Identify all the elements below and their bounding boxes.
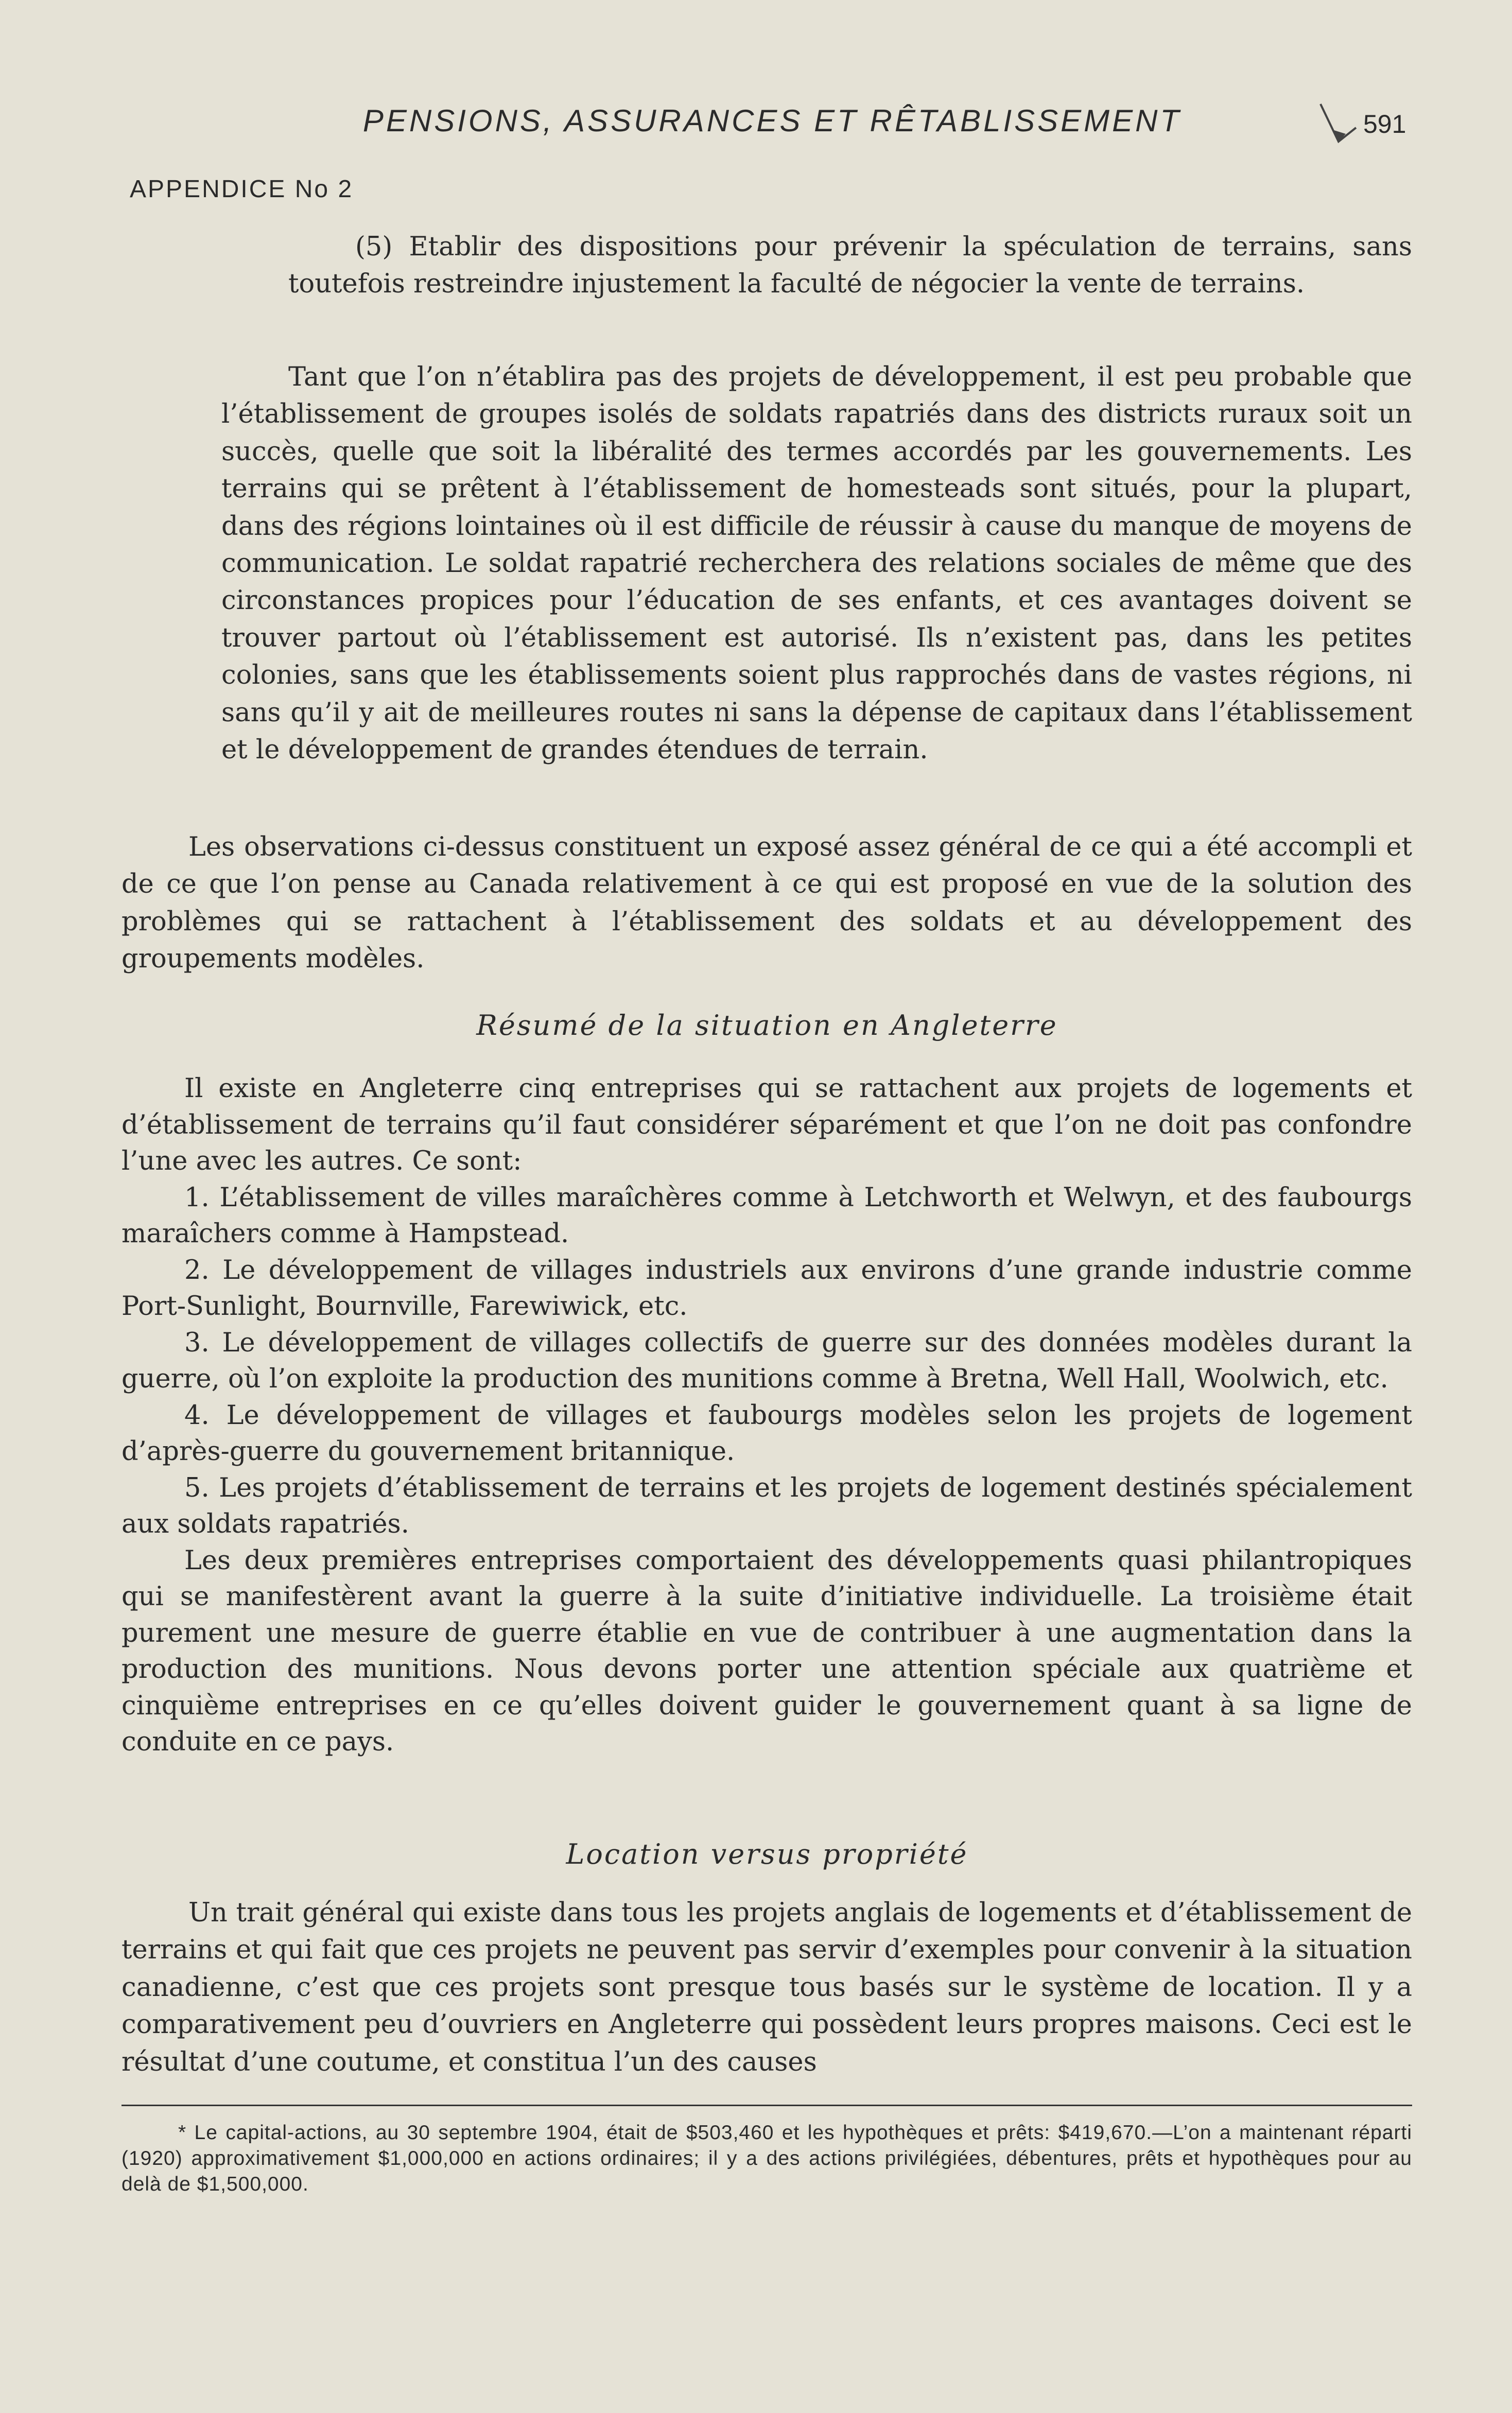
paragraph-development-projects: Tant que l’on n’établira pas des projets de développement, il est peu probable que l’établissement de groupes isolés de soldats rapatriés dans des districts ruraux soit un succès, quelle que soit la libéralité des termes accordés par les gouvernements. Les terrains qui se prêtent à l’établissement de homesteads sont situés, pour la plupart, dans des régions lointaines où il est difficile de réussir à cause du manque de moyens de communication. Le soldat rapatrié recherchera des relations sociales de même que des circonstances propices pour l’éducation de ses enfants, et ces avantages doivent se trouver partout où l’établissement est autorisé. Ils n’existent pas, dans les petites colonies, sans que les établissements soient plus rapprochés dans de vastes régions, ni sans qu’il y ait de meilleures routes ni sans la dépense de capitaux dans l’établissement et le développement de grandes étendues de terrain. [221,362,1412,766]
section-heading-location: Location versus propriété [566,1838,968,1870]
list-item: 1. L’établissement de villes maraîchères comme à Letchworth et Welwyn, et des faubourgs maraîchers comme à Hampstead. [121,1182,1412,1249]
check-mark-icon [1318,98,1359,154]
footnote: * Le capital-actions, au 30 septembre 1904, était de $503,460 et les hypothèques et prêts: $419,670.—L’on a maintenant réparti (1920) approximativement $1,000,000 en actions ordinaires; il y a des actions privilégiées, débentures, prêts et hypothèques pour au delà de $1,500,000. [121,2122,1412,2195]
page-number: 591 [1363,110,1406,138]
appendix-label: APPENDICE No 2 [130,176,354,203]
paragraph-rental-system: Un trait général qui existe dans tous les projets anglais de logements et d’établissement de terrains et qui fait que ces projets ne peuvent pas servir d’exemples pour convenir à la situation canadienne, c’est que ces projets sont presque tous basés sur le système de location. Il y a comparativement peu d’ouvriers en Angleterre qui possèdent leurs propres maisons. Ceci est le résultat d’une coutume, et constitua l’un des causes [121,1898,1412,2077]
running-header: PENSIONS, ASSURANCES ET RÊTABLISSEMENT [362,103,1182,138]
footnote-divider [121,2105,1412,2106]
paragraph-item-5: (5) Etablir des dispositions pour prévenir la spéculation de terrains, sans toutefois restreindre injustement la faculté de négocier la vente de terrains. [288,232,1412,300]
list-item: 5. Les projets d’établissement de terrains et les projets de logement destinés spécialement aux soldats rapatriés. [121,1472,1412,1539]
paragraph-observations: Les observations ci-dessus constituent un exposé assez général de ce qui a été accompli et de ce que l’on pense au Canada relativement à ce qui est proposé en vue de la solution des problèmes qui se rattachent à l’établissement des soldats et au développement des groupements modèles. [121,832,1412,975]
list-item: 3. Le développement de villages collectifs de guerre sur des données modèles durant la guerre, où l’on exploite la production des munitions comme à Bretna, Well Hall, Woolwich, etc. [121,1327,1412,1394]
enterprise-list [121,1071,1412,1761]
paragraph-summary: Les deux premières entreprises comportaient des développements quasi philantropiques qui se manifestèrent avant la guerre à la suite d’initiative individuelle. La troisième était purement une mesure de guerre établie en vue de contribuer à une augmentation dans la production des munitions. Nous devons porter une attention spéciale aux quatrième et cinquième entreprises en ce qu’elles doivent guider le gouvernement quant à sa ligne de conduite en ce pays. [121,1545,1412,1757]
list-item: 2. Le développement de villages industriels aux environs d’une grande industrie comme Port-Sunlight, Bournville, Farewiwick, etc. [121,1255,1412,1322]
list-item: 4. Le développement de villages et faubourgs modèles selon les projets de logement d’après-guerre du gouvernement britannique. [121,1400,1412,1467]
paragraph-intro: Il existe en Angleterre cinq entreprises qui se rattachent aux projets de logements et d’établissement de terrains qu’il faut considérer séparément et que l’on ne doit pas confondre l’une avec les autres. Ce sont: [121,1073,1412,1176]
section-heading-england: Résumé de la situation en Angleterre [476,1009,1058,1041]
